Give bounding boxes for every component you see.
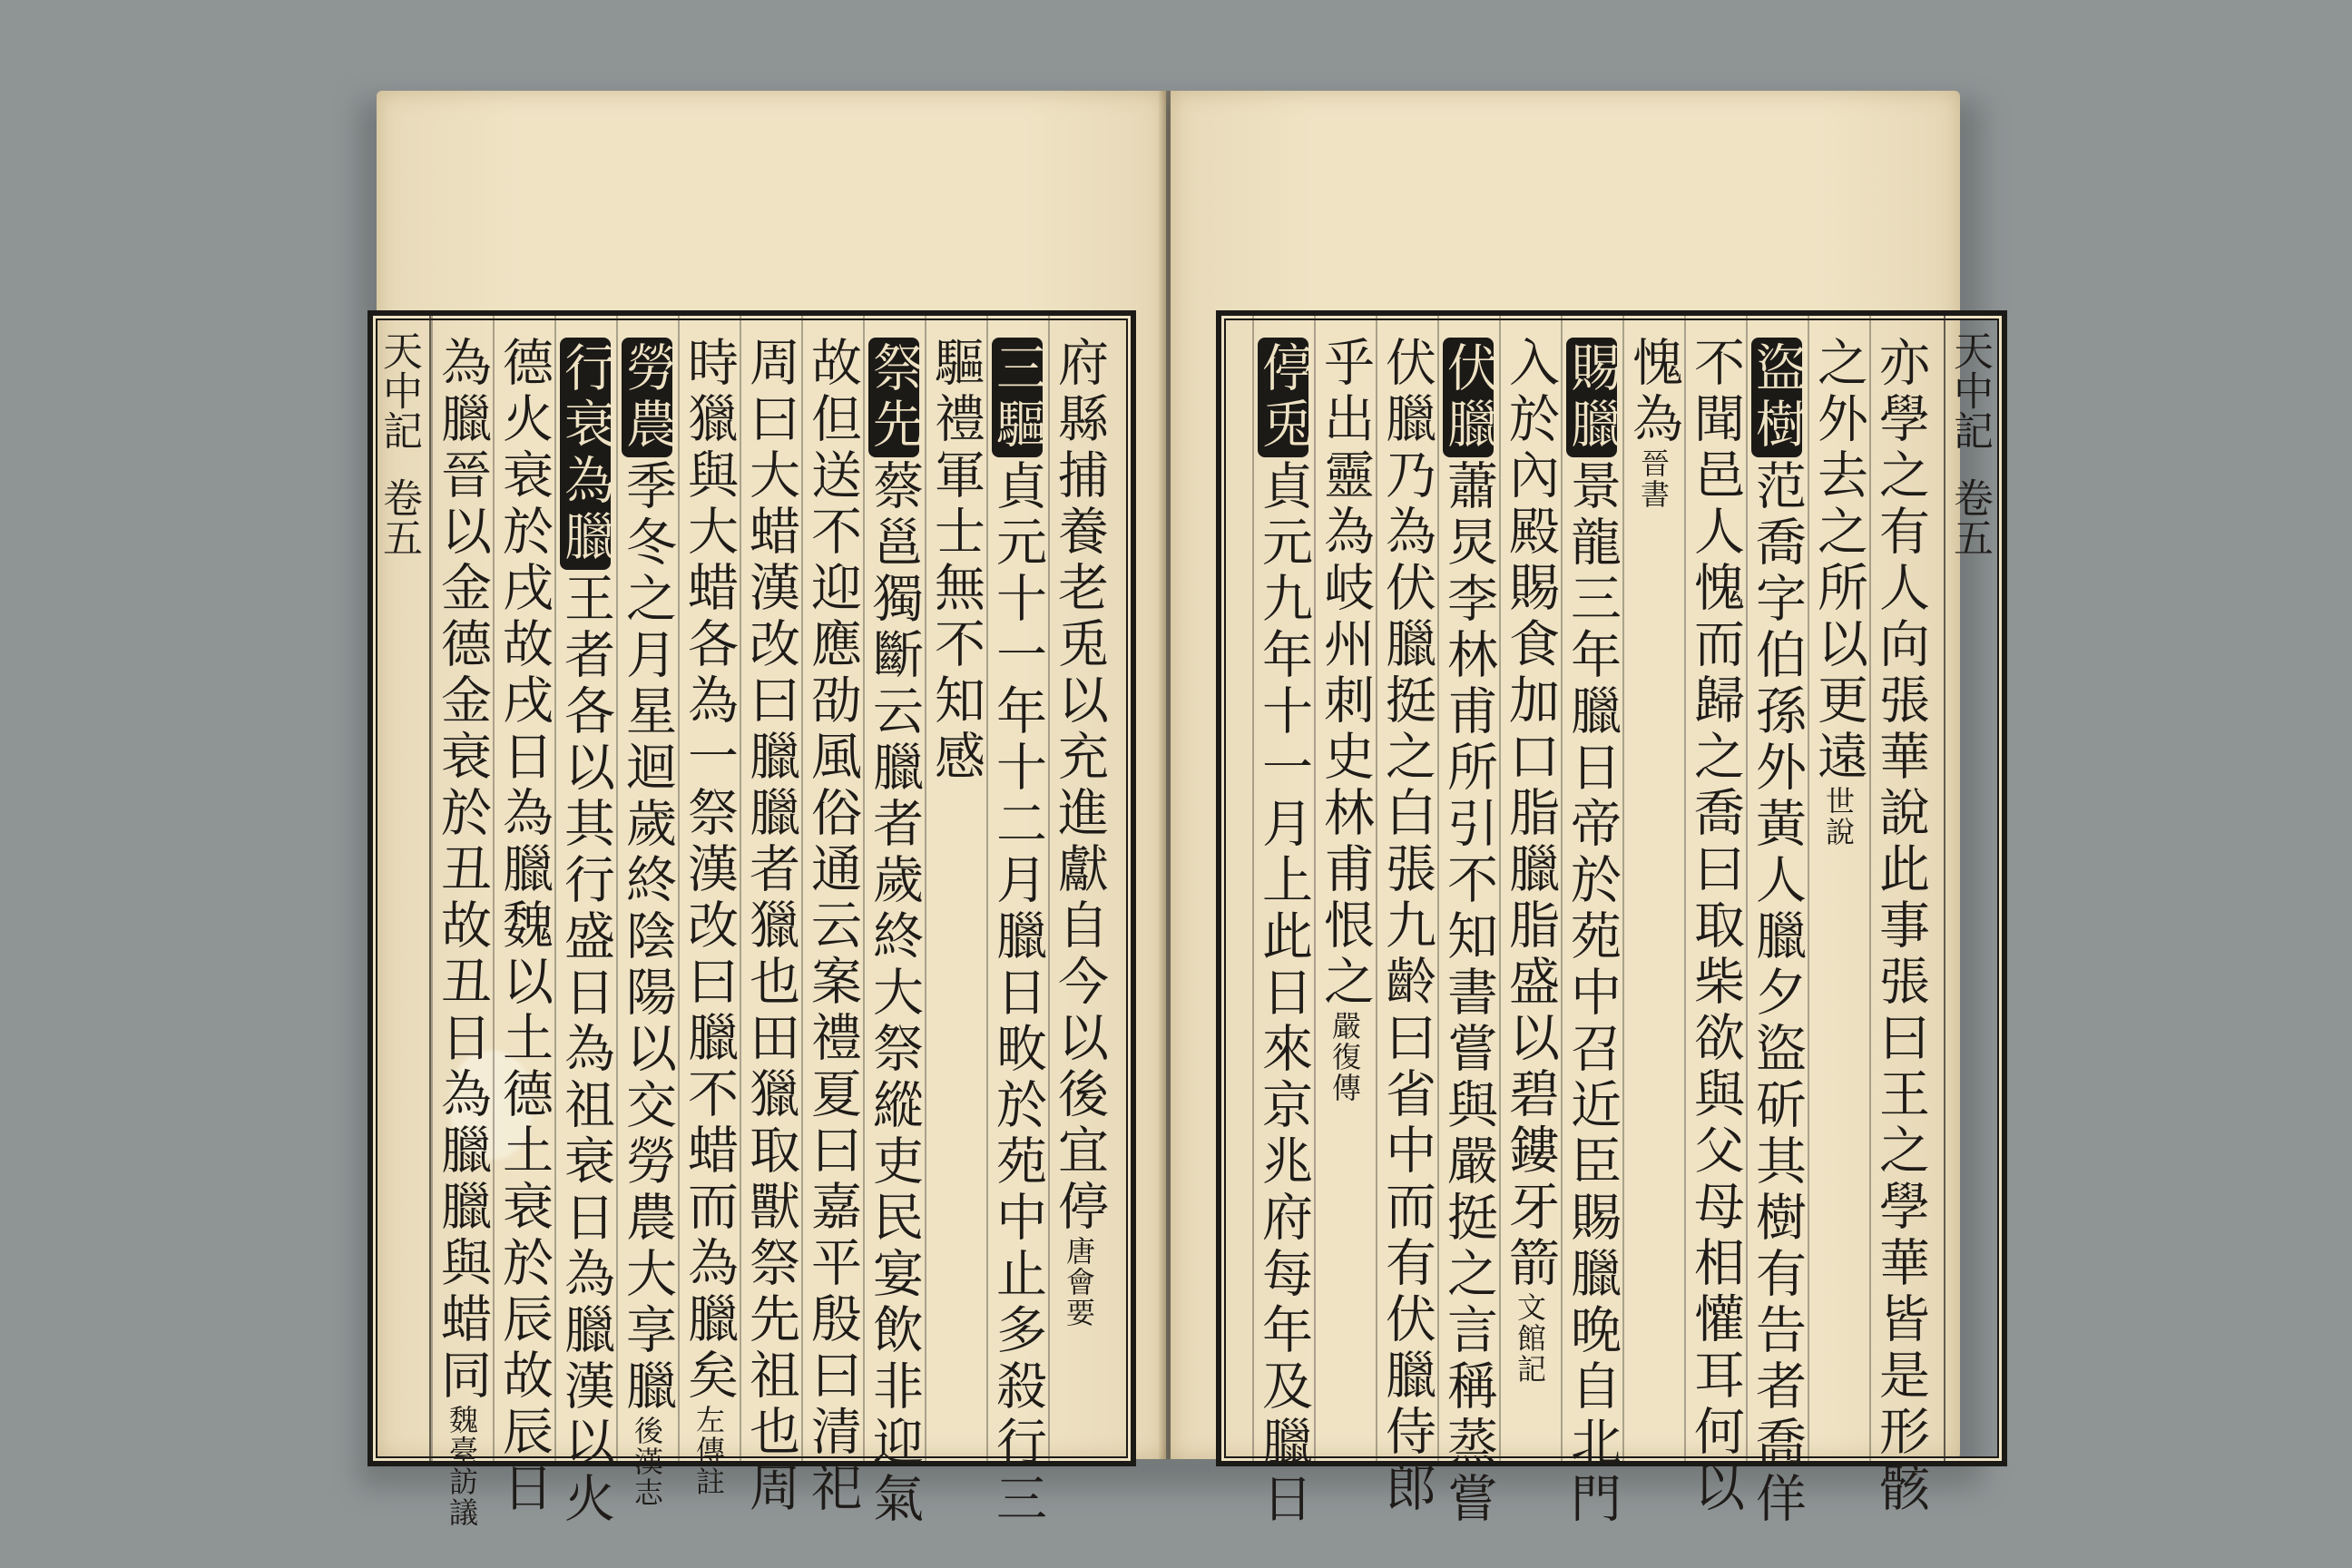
column-text: 入於內殿賜食加口脂臘脂盛以碧鏤牙箭 xyxy=(1501,336,1560,1292)
text-column xyxy=(1316,316,1375,1481)
text-column xyxy=(1624,316,1683,1481)
column-rule xyxy=(1252,316,1254,1461)
column-rule xyxy=(1684,316,1686,1461)
text-column xyxy=(1377,316,1436,1517)
column-rule xyxy=(1437,316,1439,1461)
left-text-frame xyxy=(368,310,1136,1528)
column-text: 范喬字伯孫外黃人臘夕盜斫其樹有告者喬佯 xyxy=(1748,459,1807,1528)
column-text: 府縣捕養老兎以充進獻自今以後宜停 xyxy=(1050,336,1109,1236)
column-rule xyxy=(616,316,618,1461)
section-heading-tag: 行衰為臘 xyxy=(560,338,611,570)
column-rule xyxy=(1746,316,1748,1461)
right-text-frame xyxy=(1216,310,2007,1528)
column-text: 貞元十一年十二月臘日畋於苑中止多殺行三 xyxy=(988,459,1047,1528)
column-text: 周曰大蜡漢改曰臘臘者獵也田獵取獸祭先祖也周 xyxy=(741,336,800,1517)
column-text: 乎出靈為岐州刺史林甫恨之 xyxy=(1316,336,1375,1011)
section-heading-tag: 賜臘 xyxy=(1566,338,1617,457)
column-text: 愧為 xyxy=(1624,336,1683,448)
column-text: 故但送不迎應劭風俗通云案禮夏曰嘉平殷曰清祀 xyxy=(803,336,862,1517)
column-text: 王者各以其行盛日為祖衰日為臘漢以火 xyxy=(556,572,615,1528)
column-text: 季冬之月星迴歲終陰陽以交勞農大享臘 xyxy=(618,459,677,1416)
column-text: 景龍三年臘日帝於苑中召近臣賜臘晚自北門 xyxy=(1563,459,1622,1528)
column-rule xyxy=(493,316,495,1461)
column-rule xyxy=(1048,316,1050,1461)
text-column xyxy=(1809,316,1868,1481)
column-text: 時獵與大蜡各為一祭漢改曰臘不蜡而為臘矣 xyxy=(680,336,739,1405)
text-column xyxy=(433,316,492,1528)
section-heading-tag: 盜樹 xyxy=(1751,338,1802,457)
column-rule xyxy=(1808,316,1809,1461)
column-rule xyxy=(678,316,680,1461)
column-text: 伏臘乃為伏臘挺之白張九齡曰省中而有伏臘侍郎 xyxy=(1377,336,1436,1517)
left-margin-title: 天中記卷五 xyxy=(376,330,422,557)
column-rule xyxy=(554,316,556,1461)
column-text: 蔡邕獨斷云臘者歲終大祭縱吏民宴飲非迎氣 xyxy=(865,459,924,1528)
source-annotation: 唐會要 xyxy=(1062,1236,1096,1328)
column-rule xyxy=(1561,316,1563,1461)
column-text: 之外去之所以更遠 xyxy=(1809,336,1868,786)
text-column xyxy=(865,316,924,1528)
section-heading-tag: 停兎 xyxy=(1258,338,1308,457)
section-heading-tag: 伏臘 xyxy=(1443,338,1494,457)
section-heading-tag: 三驅 xyxy=(992,338,1043,457)
source-annotation: 嚴復傳 xyxy=(1328,1011,1362,1103)
column-rule xyxy=(925,316,926,1461)
column-rule xyxy=(1622,316,1624,1461)
section-heading-tag: 祭先 xyxy=(868,338,919,457)
column-rule xyxy=(1869,316,1871,1461)
column-rule xyxy=(986,316,988,1461)
column-rule xyxy=(431,316,433,1461)
text-column xyxy=(1050,316,1109,1481)
left-page xyxy=(376,91,1166,1528)
column-text: 貞元九年十一月上此日來京兆府每年及臘日 xyxy=(1254,459,1313,1528)
column-text: 德火衰於戌故戌日為臘魏以土德土衰於辰故辰日 xyxy=(495,336,554,1517)
right-page xyxy=(1171,91,1993,1528)
text-column xyxy=(988,316,1047,1528)
source-annotation: 晉書 xyxy=(1636,448,1671,510)
text-column xyxy=(680,316,739,1497)
text-column xyxy=(1686,316,1745,1517)
text-column xyxy=(495,316,554,1517)
column-rule xyxy=(1314,316,1316,1461)
text-column xyxy=(1563,316,1622,1528)
column-rule xyxy=(1944,316,1945,1461)
text-column xyxy=(803,316,862,1517)
text-column xyxy=(1871,316,1930,1517)
text-column xyxy=(1501,316,1560,1481)
source-annotation: 後漢志 xyxy=(630,1416,664,1508)
column-text: 不聞邑人愧而歸之喬曰取柴欲與父母相懽耳何以 xyxy=(1686,336,1745,1517)
text-column xyxy=(556,316,615,1528)
column-rule xyxy=(1499,316,1501,1461)
source-annotation: 左傳註 xyxy=(691,1405,726,1497)
column-rule xyxy=(740,316,741,1461)
text-column xyxy=(618,316,677,1508)
text-column xyxy=(1439,316,1498,1528)
column-rule xyxy=(863,316,865,1461)
column-rule xyxy=(1376,316,1377,1461)
text-column xyxy=(1254,316,1313,1528)
source-annotation: 世說 xyxy=(1821,786,1856,848)
text-column xyxy=(926,316,985,1481)
source-annotation: 文館記 xyxy=(1513,1292,1547,1385)
column-rule xyxy=(801,316,803,1461)
section-heading-tag: 勞農 xyxy=(622,338,672,457)
column-text: 蕭炅李林甫所引不知書嘗與嚴挺之言稱蒸嘗 xyxy=(1439,459,1498,1528)
column-text: 為臘晉以金德金衰於丑故丑日為臘臘與蜡同 xyxy=(433,336,492,1405)
column-text: 驅禮軍士無不知感 xyxy=(926,336,985,786)
right-margin-title: 天中記卷五 xyxy=(1946,330,1993,557)
column-text: 亦學之有人向張華說此事張曰王之學華皆是形骸 xyxy=(1871,336,1930,1517)
text-column xyxy=(1748,316,1807,1528)
source-annotation: 魏臺訪議 xyxy=(445,1405,479,1528)
text-column xyxy=(741,316,800,1517)
